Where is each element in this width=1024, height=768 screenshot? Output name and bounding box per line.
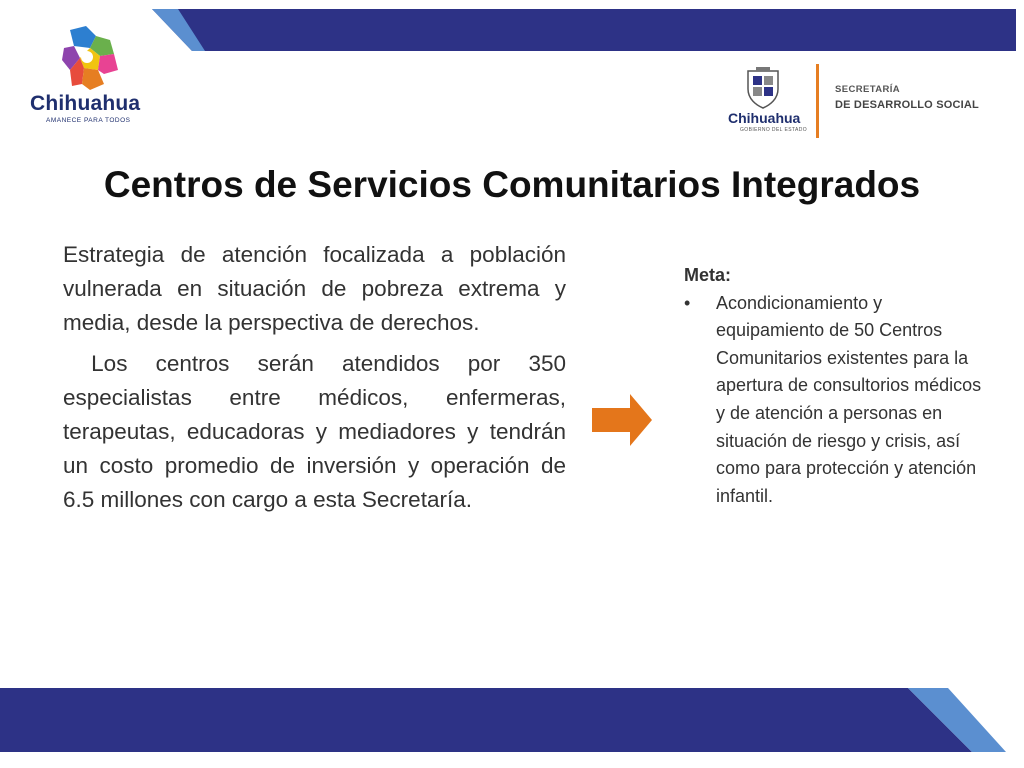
list-item xyxy=(684,290,984,511)
meta-list xyxy=(684,290,984,511)
seal-gov-label: GOBIERNO DEL ESTADO xyxy=(740,127,808,133)
logo-tagline: AMANECE PARA TODOS xyxy=(46,117,131,124)
secretaria-name: DE DESARROLLO SOCIAL xyxy=(835,99,979,111)
right-arrow-icon xyxy=(592,394,652,446)
description-text xyxy=(63,238,566,518)
description-paragraph-1: Estrategia de atención focalizada a población vulnerada en situación de pobreza extrema y media, desde la perspectiva de derechos. xyxy=(63,242,566,336)
meta-item-text: Acondicionamiento y equipamiento de 50 Centros Comunitarios existentes para la apertura de consultorios médicos y de atención a personas en situación de riesgo y crisis, así como para protección y atención infantil. xyxy=(716,292,982,506)
description-paragraph-2-text: Los centros serán atendidos por 350 especialistas entre médicos, enfermeras, terapeutas, educadoras y mediadores y tendrán un costo promedio de inversión y operación de 6.5 millones con cargo a esta Secretaría. xyxy=(63,350,566,513)
bullet-icon: • xyxy=(684,292,691,313)
bottom-decorative-band xyxy=(0,680,1024,768)
chihuahua-logo xyxy=(28,26,158,131)
seal-state-name: Chihuahua xyxy=(728,110,801,126)
secretaria-label: SECRETARÍA xyxy=(835,84,901,95)
secretaria-logo xyxy=(722,62,1002,142)
logo-divider xyxy=(816,64,819,138)
logo-wordmark: Chihuahua xyxy=(30,92,141,115)
state-coat-of-arms-icon xyxy=(744,67,782,109)
chihuahua-state-map-logo xyxy=(60,26,120,92)
slide-title: Centros de Servicios Comunitarios Integrados xyxy=(103,164,921,205)
meta-label: Meta: xyxy=(684,265,732,285)
description-paragraph-2 xyxy=(63,347,566,518)
meta-section xyxy=(684,262,984,510)
